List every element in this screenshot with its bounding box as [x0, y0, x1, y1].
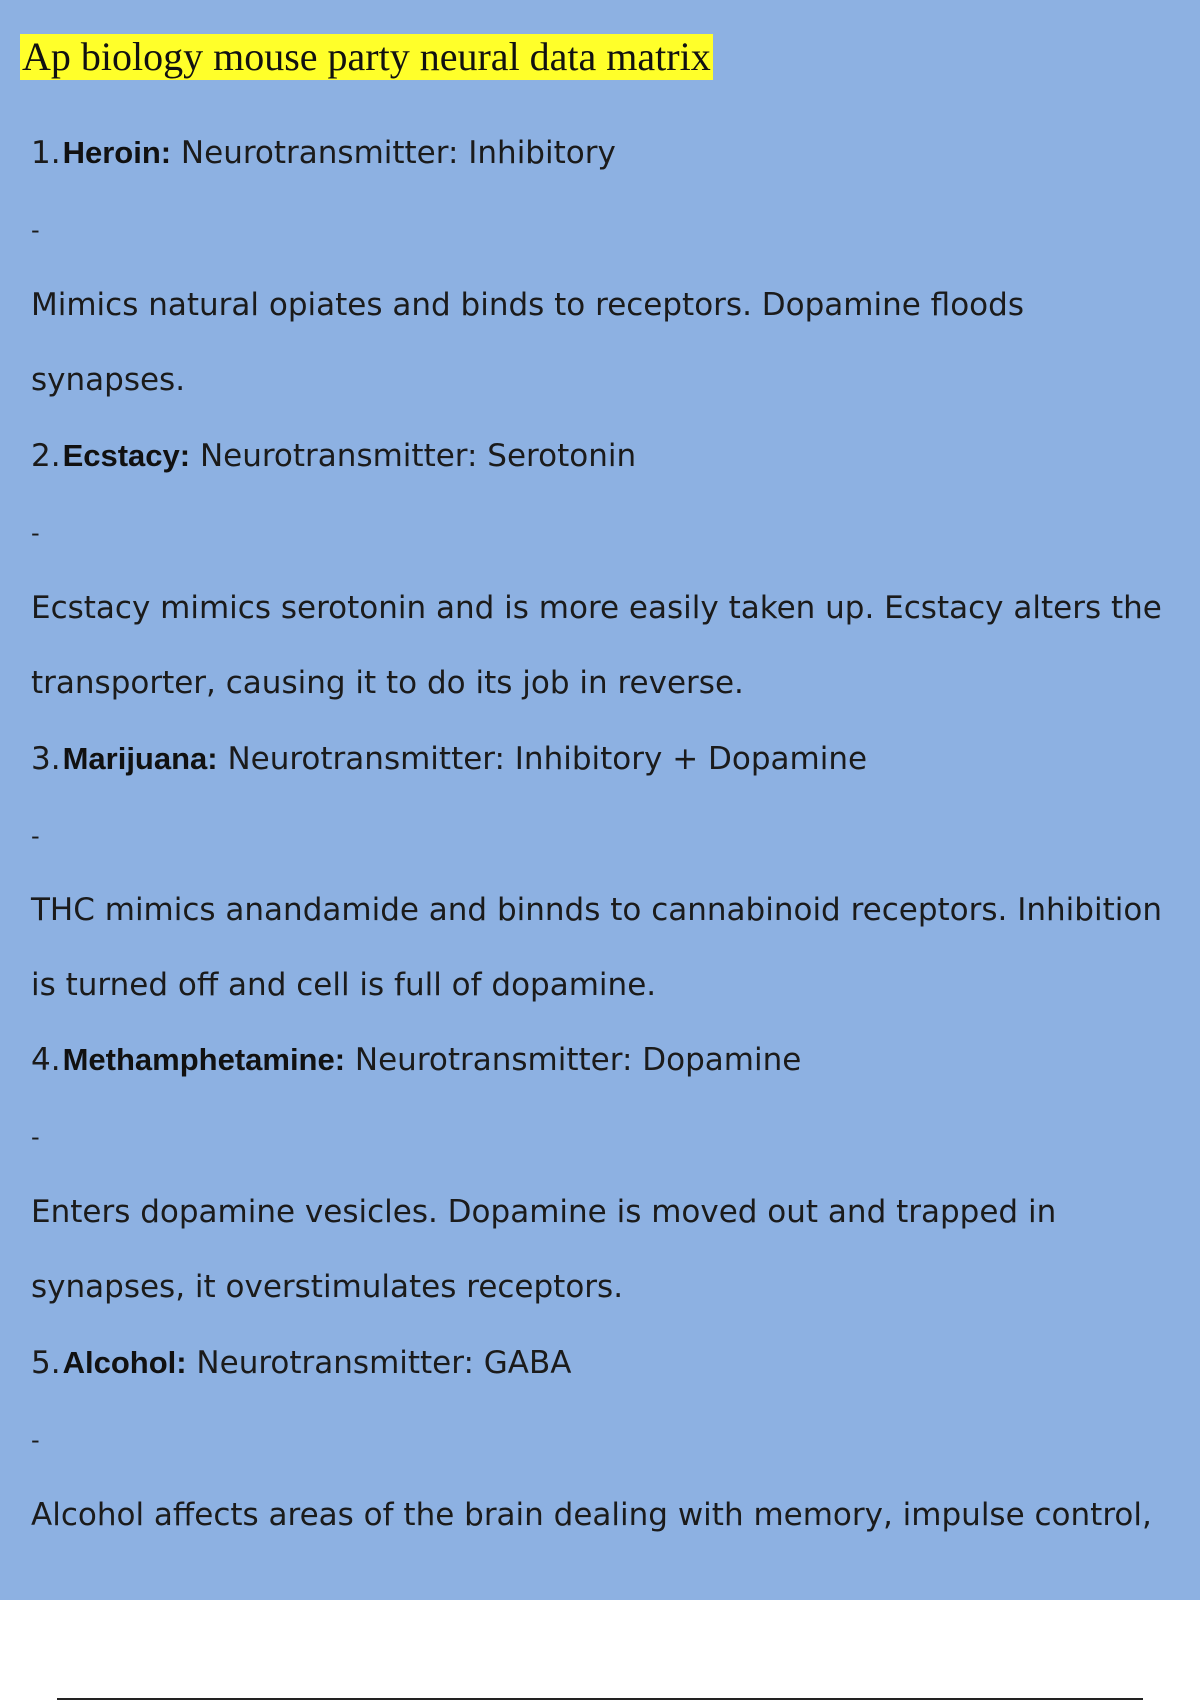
- item-number: 2.: [31, 438, 61, 474]
- item-description-line: synapses, it overstimulates receptors.: [31, 1269, 624, 1305]
- drug-name: Heroin:: [62, 135, 172, 170]
- neurotransmitter-text: Neurotransmitter: Serotonin: [190, 438, 637, 474]
- item-heading-methamphetamine: [31, 1040, 801, 1080]
- item-heading-alcohol: [31, 1343, 571, 1383]
- neurotransmitter-text: Neurotransmitter: GABA: [186, 1345, 572, 1381]
- drug-name: Ecstacy:: [62, 438, 191, 473]
- item-description-line: Enters dopamine vesicles. Dopamine is moved out and trapped in: [31, 1194, 1057, 1230]
- document-title: Ap biology mouse party neural data matrix: [22, 34, 711, 79]
- item-number: 4.: [31, 1042, 61, 1078]
- item-heading-marijuana: [31, 739, 867, 779]
- neurotransmitter-text: Neurotransmitter: Inhibitory + Dopamine: [217, 741, 868, 777]
- dash-separator: -: [31, 519, 40, 547]
- dash-separator: -: [31, 822, 40, 850]
- item-number: 3.: [31, 741, 61, 777]
- drug-name: Alcohol:: [62, 1345, 187, 1380]
- dash-separator: -: [31, 1123, 40, 1151]
- item-number: 1.: [31, 135, 61, 171]
- item-description-line: Ecstacy mimics serotonin and is more easily taken up. Ecstacy alters the: [31, 590, 1162, 626]
- drug-name: Methamphetamine:: [62, 1042, 346, 1077]
- item-description-line: THC mimics anandamide and binnds to cannabinoid receptors. Inhibition: [31, 892, 1162, 928]
- item-description-line: Mimics natural opiates and binds to receptors. Dopamine floods: [31, 287, 1024, 323]
- dash-separator: -: [31, 1426, 40, 1454]
- item-description-line: transporter, causing it to do its job in reverse.: [31, 665, 744, 701]
- item-description-line: synapses.: [31, 362, 186, 398]
- item-heading-heroin: [31, 133, 616, 173]
- item-heading-ecstacy: [31, 436, 636, 476]
- dash-separator: -: [31, 216, 40, 244]
- neurotransmitter-text: Neurotransmitter: Inhibitory: [171, 135, 616, 171]
- item-number: 5.: [31, 1345, 61, 1381]
- item-description-line: is turned off and cell is full of dopamine.: [31, 967, 657, 1003]
- neurotransmitter-text: Neurotransmitter: Dopamine: [345, 1042, 802, 1078]
- drug-name: Marijuana:: [62, 741, 218, 776]
- item-description-line: Alcohol affects areas of the brain dealing with memory, impulse control,: [31, 1497, 1152, 1533]
